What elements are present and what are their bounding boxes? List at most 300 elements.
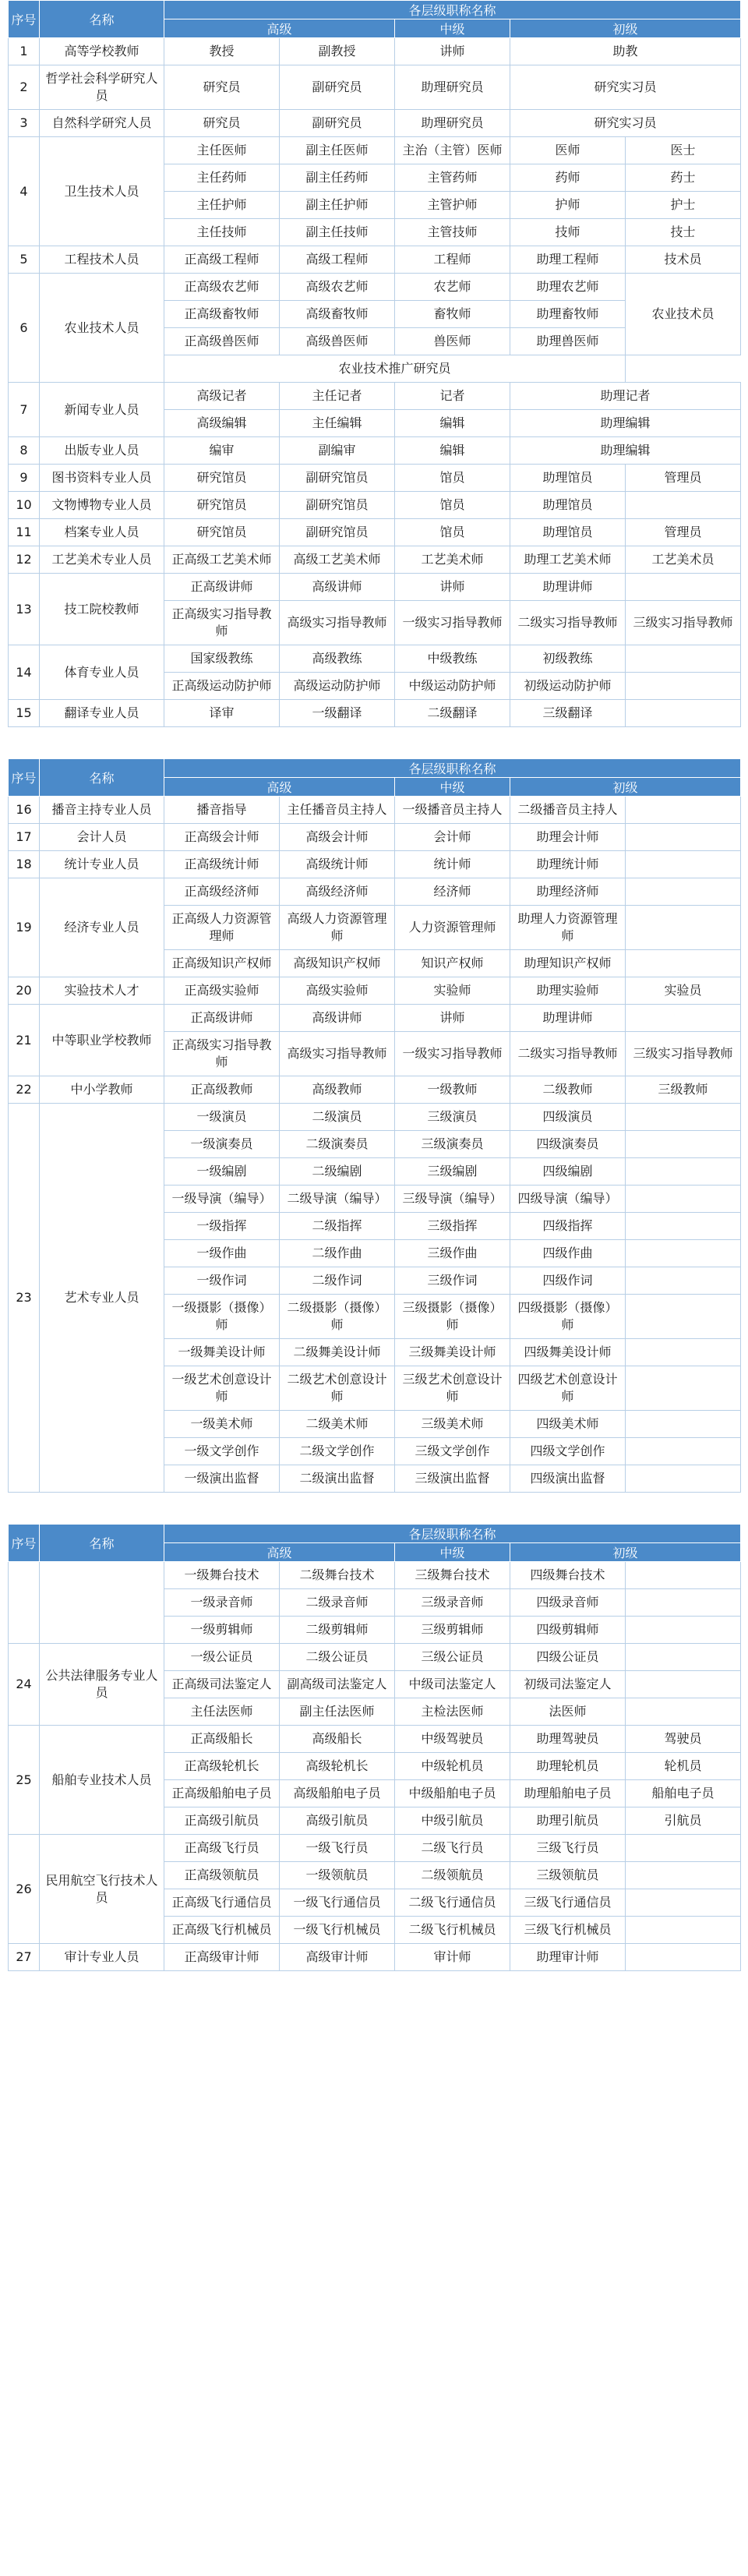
intermediate-title: 三级演出监督 bbox=[395, 1465, 510, 1493]
category-name: 新闻专业人员 bbox=[40, 383, 164, 437]
senior-title: 一级编剧 bbox=[164, 1158, 280, 1186]
junior-title: 助理馆员 bbox=[510, 492, 626, 519]
junior-title: 药师 bbox=[510, 164, 626, 192]
junior-title: 三级翻译 bbox=[510, 700, 626, 727]
table-row bbox=[9, 38, 741, 65]
junior-title: 四级文学创作 bbox=[510, 1438, 626, 1465]
intermediate-title: 讲师 bbox=[395, 1005, 510, 1032]
entry-title bbox=[626, 645, 741, 673]
vice-senior-title: 高级实习指导教师 bbox=[280, 1032, 395, 1076]
junior-title: 初级运动防护师 bbox=[510, 673, 626, 700]
intermediate-title: 助理研究员 bbox=[395, 65, 510, 110]
entry-title bbox=[626, 1158, 741, 1186]
row-number: 24 bbox=[9, 1644, 40, 1726]
category-name: 实验技术人才 bbox=[40, 977, 164, 1005]
senior-title: 正高级教师 bbox=[164, 1076, 280, 1104]
vice-senior-title: 二级演出监督 bbox=[280, 1465, 395, 1493]
junior-title: 四级舞台技术 bbox=[510, 1562, 626, 1589]
vice-senior-title: 高级农艺师 bbox=[280, 274, 395, 301]
category-name: 农业技术人员 bbox=[40, 274, 164, 383]
junior-title: 四级指挥 bbox=[510, 1213, 626, 1240]
header-row bbox=[9, 1, 741, 19]
senior-title: 教授 bbox=[164, 38, 280, 65]
table-section bbox=[8, 758, 740, 1493]
table-row bbox=[9, 65, 741, 110]
category-name: 工程技术人员 bbox=[40, 246, 164, 274]
entry-title bbox=[626, 878, 741, 906]
junior-title: 助理人力资源管理师 bbox=[510, 906, 626, 950]
header-levels: 各层级职称名称 bbox=[164, 759, 741, 778]
senior-title: 正高级轮机长 bbox=[164, 1753, 280, 1780]
junior-title: 护师 bbox=[510, 192, 626, 219]
table-section bbox=[8, 1524, 740, 1971]
entry-title bbox=[626, 1104, 741, 1131]
entry-title bbox=[626, 1644, 741, 1671]
vice-senior-title: 高级经济师 bbox=[280, 878, 395, 906]
intermediate-title: 记者 bbox=[395, 383, 510, 410]
senior-title: 正高级知识产权师 bbox=[164, 950, 280, 977]
senior-title: 编审 bbox=[164, 437, 280, 465]
senior-title: 正高级工艺美术师 bbox=[164, 546, 280, 574]
table-row bbox=[9, 1835, 741, 1862]
junior-title: 助理兽医师 bbox=[510, 328, 626, 355]
senior-title: 主任法医师 bbox=[164, 1698, 280, 1726]
header-mid: 中级 bbox=[395, 778, 510, 797]
senior-title: 播音指导 bbox=[164, 797, 280, 824]
intermediate-title: 馆员 bbox=[395, 465, 510, 492]
junior-title: 四级舞美设计师 bbox=[510, 1339, 626, 1366]
vice-senior-title: 副研究员 bbox=[280, 110, 395, 137]
vice-senior-title: 二级编剧 bbox=[280, 1158, 395, 1186]
table-row bbox=[9, 700, 741, 727]
row-number: 20 bbox=[9, 977, 40, 1005]
intermediate-title: 馆员 bbox=[395, 519, 510, 546]
junior-title: 助理引航员 bbox=[510, 1807, 626, 1835]
category-name: 自然科学研究人员 bbox=[40, 110, 164, 137]
intermediate-title: 中级轮机员 bbox=[395, 1753, 510, 1780]
entry-title bbox=[626, 1917, 741, 1944]
table-row bbox=[9, 1562, 741, 1589]
vice-senior-title: 高级实验师 bbox=[280, 977, 395, 1005]
entry-title bbox=[626, 574, 741, 601]
row-number: 9 bbox=[9, 465, 40, 492]
senior-title: 高级编辑 bbox=[164, 410, 280, 437]
senior-title: 一级公证员 bbox=[164, 1644, 280, 1671]
row-number: 26 bbox=[9, 1835, 40, 1944]
entry-title: 管理员 bbox=[626, 519, 741, 546]
senior-title: 正高级兽医师 bbox=[164, 328, 280, 355]
table-row bbox=[9, 574, 741, 601]
row-number: 8 bbox=[9, 437, 40, 465]
junior-title: 助理实验师 bbox=[510, 977, 626, 1005]
junior-title: 二级实习指导教师 bbox=[510, 1032, 626, 1076]
header-junior: 初级 bbox=[510, 1543, 741, 1562]
table-row bbox=[9, 878, 741, 906]
intermediate-title: 讲师 bbox=[395, 574, 510, 601]
category-name: 出版专业人员 bbox=[40, 437, 164, 465]
entry-title bbox=[626, 1835, 741, 1862]
table-row bbox=[9, 246, 741, 274]
intermediate-title: 三级艺术创意设计师 bbox=[395, 1366, 510, 1411]
row-number: 3 bbox=[9, 110, 40, 137]
table-row bbox=[9, 546, 741, 574]
junior-title: 二级播音员主持人 bbox=[510, 797, 626, 824]
intermediate-title: 主管护师 bbox=[395, 192, 510, 219]
vice-senior-title: 高级讲师 bbox=[280, 574, 395, 601]
vice-senior-title: 副高级司法鉴定人 bbox=[280, 1671, 395, 1698]
row-number: 18 bbox=[9, 851, 40, 878]
senior-title: 正高级畜牧师 bbox=[164, 301, 280, 328]
junior-title: 四级演出监督 bbox=[510, 1465, 626, 1493]
intermediate-title: 二级飞行机械员 bbox=[395, 1917, 510, 1944]
senior-title: 正高级司法鉴定人 bbox=[164, 1671, 280, 1698]
entry-title bbox=[626, 1131, 741, 1158]
vice-senior-title: 主任编辑 bbox=[280, 410, 395, 437]
header-levels: 各层级职称名称 bbox=[164, 1, 741, 19]
intermediate-title: 三级剪辑师 bbox=[395, 1617, 510, 1644]
junior-title: 法医师 bbox=[510, 1698, 626, 1726]
vice-senior-title: 副研究员 bbox=[280, 65, 395, 110]
category-name: 经济专业人员 bbox=[40, 878, 164, 977]
intermediate-title: 二级翻译 bbox=[395, 700, 510, 727]
intermediate-title: 农艺师 bbox=[395, 274, 510, 301]
junior-title: 三级领航员 bbox=[510, 1862, 626, 1889]
intermediate-title: 助理研究员 bbox=[395, 110, 510, 137]
vice-senior-title: 高级人力资源管理师 bbox=[280, 906, 395, 950]
entry-title bbox=[626, 1698, 741, 1726]
header-no: 序号 bbox=[9, 1525, 40, 1562]
intermediate-title: 中级船舶电子员 bbox=[395, 1780, 510, 1807]
senior-title: 一级文学创作 bbox=[164, 1438, 280, 1465]
entry-title: 药士 bbox=[626, 164, 741, 192]
vice-senior-title: 主任记者 bbox=[280, 383, 395, 410]
senior-title: 一级摄影（摄像）师 bbox=[164, 1295, 280, 1339]
entry-title: 轮机员 bbox=[626, 1753, 741, 1780]
senior-title: 一级作词 bbox=[164, 1267, 280, 1295]
entry-title: 三级实习指导教师 bbox=[626, 601, 741, 645]
entry-title bbox=[626, 906, 741, 950]
table-section bbox=[8, 0, 740, 727]
intermediate-title: 三级演奏员 bbox=[395, 1131, 510, 1158]
senior-title: 一级指挥 bbox=[164, 1213, 280, 1240]
vice-senior-title: 高级教师 bbox=[280, 1076, 395, 1104]
junior-title: 技师 bbox=[510, 219, 626, 246]
junior-title: 三级飞行机械员 bbox=[510, 1917, 626, 1944]
vice-senior-title: 高级运动防护师 bbox=[280, 673, 395, 700]
row-number: 6 bbox=[9, 274, 40, 383]
vice-senior-title: 二级演奏员 bbox=[280, 1131, 395, 1158]
senior-title: 正高级飞行机械员 bbox=[164, 1917, 280, 1944]
intermediate-title: 讲师 bbox=[395, 38, 510, 65]
table-row bbox=[9, 1944, 741, 1971]
entry-title: 医士 bbox=[626, 137, 741, 164]
vice-senior-title: 高级教练 bbox=[280, 645, 395, 673]
entry-title bbox=[626, 1295, 741, 1339]
category-name: 哲学社会科学研究人员 bbox=[40, 65, 164, 110]
entry-title bbox=[626, 1438, 741, 1465]
junior-title: 四级美术师 bbox=[510, 1411, 626, 1438]
vice-senior-title: 二级舞美设计师 bbox=[280, 1339, 395, 1366]
intermediate-title: 三级编剧 bbox=[395, 1158, 510, 1186]
vice-senior-title: 高级会计师 bbox=[280, 824, 395, 851]
intermediate-title: 三级录音师 bbox=[395, 1589, 510, 1617]
vice-senior-title: 一级翻译 bbox=[280, 700, 395, 727]
intermediate-title: 中级司法鉴定人 bbox=[395, 1671, 510, 1698]
header-no: 序号 bbox=[9, 759, 40, 797]
vice-senior-title: 一级飞行通信员 bbox=[280, 1889, 395, 1917]
intermediate-title: 中级驾驶员 bbox=[395, 1726, 510, 1753]
junior-title: 四级演员 bbox=[510, 1104, 626, 1131]
category-name: 工艺美术专业人员 bbox=[40, 546, 164, 574]
category-name: 审计专业人员 bbox=[40, 1944, 164, 1971]
junior-title: 助理轮机员 bbox=[510, 1753, 626, 1780]
row-number: 2 bbox=[9, 65, 40, 110]
entry-title bbox=[626, 851, 741, 878]
vice-senior-title: 二级公证员 bbox=[280, 1644, 395, 1671]
category-name: 技工院校教师 bbox=[40, 574, 164, 645]
category-name: 统计专业人员 bbox=[40, 851, 164, 878]
intermediate-title: 三级舞台技术 bbox=[395, 1562, 510, 1589]
row-number: 27 bbox=[9, 1944, 40, 1971]
category-name: 文物博物专业人员 bbox=[40, 492, 164, 519]
table-row bbox=[9, 465, 741, 492]
category-name: 档案专业人员 bbox=[40, 519, 164, 546]
intermediate-title: 一级实习指导教师 bbox=[395, 601, 510, 645]
junior-title: 四级作词 bbox=[510, 1267, 626, 1295]
senior-title: 译审 bbox=[164, 700, 280, 727]
junior-title: 二级实习指导教师 bbox=[510, 601, 626, 645]
senior-title: 一级演出监督 bbox=[164, 1465, 280, 1493]
entry-title: 三级实习指导教师 bbox=[626, 1032, 741, 1076]
table-row bbox=[9, 977, 741, 1005]
row-number: 25 bbox=[9, 1726, 40, 1835]
junior-title: 助理船舶电子员 bbox=[510, 1780, 626, 1807]
intermediate-title: 知识产权师 bbox=[395, 950, 510, 977]
intermediate-title: 三级文学创作 bbox=[395, 1438, 510, 1465]
table-row bbox=[9, 383, 741, 410]
senior-title: 正高级会计师 bbox=[164, 824, 280, 851]
entry-title: 引航员 bbox=[626, 1807, 741, 1835]
senior-title: 一级导演（编导） bbox=[164, 1186, 280, 1213]
vice-senior-title: 高级统计师 bbox=[280, 851, 395, 878]
vice-senior-title: 副教授 bbox=[280, 38, 395, 65]
category-name: 体育专业人员 bbox=[40, 645, 164, 700]
intermediate-title: 三级演员 bbox=[395, 1104, 510, 1131]
senior-title: 一级艺术创意设计师 bbox=[164, 1366, 280, 1411]
senior-title: 一级作曲 bbox=[164, 1240, 280, 1267]
row-number: 21 bbox=[9, 1005, 40, 1076]
junior-title: 助理编辑 bbox=[510, 410, 741, 437]
header-no: 序号 bbox=[9, 1, 40, 38]
row-number: 7 bbox=[9, 383, 40, 437]
title-table bbox=[8, 1524, 741, 1971]
junior-title: 助理编辑 bbox=[510, 437, 741, 465]
junior-title: 初级教练 bbox=[510, 645, 626, 673]
vice-senior-title: 高级畜牧师 bbox=[280, 301, 395, 328]
junior-title: 助理审计师 bbox=[510, 1944, 626, 1971]
vice-senior-title: 二级指挥 bbox=[280, 1213, 395, 1240]
entry-title bbox=[626, 824, 741, 851]
senior-title: 正高级实习指导教师 bbox=[164, 601, 280, 645]
senior-title: 正高级审计师 bbox=[164, 1944, 280, 1971]
header-mid: 中级 bbox=[395, 19, 510, 38]
junior-title: 三级飞行员 bbox=[510, 1835, 626, 1862]
table-row bbox=[9, 1644, 741, 1671]
intermediate-title: 编辑 bbox=[395, 437, 510, 465]
vice-senior-title: 高级实习指导教师 bbox=[280, 601, 395, 645]
header-junior: 初级 bbox=[510, 778, 741, 797]
junior-title: 助理馆员 bbox=[510, 519, 626, 546]
junior-title: 四级艺术创意设计师 bbox=[510, 1366, 626, 1411]
junior-title: 助理记者 bbox=[510, 383, 741, 410]
intermediate-title: 二级飞行员 bbox=[395, 1835, 510, 1862]
intermediate-title: 主检法医师 bbox=[395, 1698, 510, 1726]
entry-title bbox=[626, 1889, 741, 1917]
vice-senior-title: 主任播音员主持人 bbox=[280, 797, 395, 824]
row-number: 10 bbox=[9, 492, 40, 519]
category-name: 船舶专业技术人员 bbox=[40, 1726, 164, 1835]
entry-title bbox=[626, 1366, 741, 1411]
vice-senior-title: 二级剪辑师 bbox=[280, 1617, 395, 1644]
vice-senior-title: 副编审 bbox=[280, 437, 395, 465]
header-name: 名称 bbox=[40, 759, 164, 797]
header-levels: 各层级职称名称 bbox=[164, 1525, 741, 1543]
junior-title: 助理工艺美术师 bbox=[510, 546, 626, 574]
category-name: 翻译专业人员 bbox=[40, 700, 164, 727]
row-number: 19 bbox=[9, 878, 40, 977]
senior-title: 正高级农艺师 bbox=[164, 274, 280, 301]
senior-title: 研究员 bbox=[164, 110, 280, 137]
vice-senior-title: 副主任医师 bbox=[280, 137, 395, 164]
category-name: 播音主持专业人员 bbox=[40, 797, 164, 824]
intermediate-title: 一级实习指导教师 bbox=[395, 1032, 510, 1076]
senior-title: 正高级引航员 bbox=[164, 1807, 280, 1835]
junior-title: 医师 bbox=[510, 137, 626, 164]
table-row bbox=[9, 1005, 741, 1032]
vice-senior-title: 副研究馆员 bbox=[280, 519, 395, 546]
intermediate-title: 中级教练 bbox=[395, 645, 510, 673]
header-row bbox=[9, 1525, 741, 1543]
vice-senior-title: 副主任药师 bbox=[280, 164, 395, 192]
vice-senior-title: 高级知识产权师 bbox=[280, 950, 395, 977]
junior-title: 研究实习员 bbox=[510, 110, 741, 137]
intermediate-title: 三级作曲 bbox=[395, 1240, 510, 1267]
vice-senior-title: 副研究馆员 bbox=[280, 465, 395, 492]
entry-title: 管理员 bbox=[626, 465, 741, 492]
junior-title: 助理讲师 bbox=[510, 1005, 626, 1032]
row-number: 11 bbox=[9, 519, 40, 546]
junior-title: 四级导演（编导） bbox=[510, 1186, 626, 1213]
tables-container bbox=[8, 0, 740, 1971]
row-number: 5 bbox=[9, 246, 40, 274]
entry-title: 驾驶员 bbox=[626, 1726, 741, 1753]
intermediate-title: 主治（主管）医师 bbox=[395, 137, 510, 164]
junior-title: 助理讲师 bbox=[510, 574, 626, 601]
junior-title: 助理驾驶员 bbox=[510, 1726, 626, 1753]
category-name: 卫生技术人员 bbox=[40, 137, 164, 246]
header-high: 高级 bbox=[164, 1543, 395, 1562]
vice-senior-title: 高级工程师 bbox=[280, 246, 395, 274]
vice-senior-title: 一级飞行机械员 bbox=[280, 1917, 395, 1944]
senior-title: 正高级经济师 bbox=[164, 878, 280, 906]
senior-title: 研究员 bbox=[164, 65, 280, 110]
entry-title bbox=[626, 673, 741, 700]
intermediate-title: 主管药师 bbox=[395, 164, 510, 192]
senior-title: 正高级实习指导教师 bbox=[164, 1032, 280, 1076]
vice-senior-title: 副研究馆员 bbox=[280, 492, 395, 519]
vice-senior-title: 二级文学创作 bbox=[280, 1438, 395, 1465]
entry-title: 船舶电子员 bbox=[626, 1780, 741, 1807]
senior-title: 正高级统计师 bbox=[164, 851, 280, 878]
junior-title: 三级飞行通信员 bbox=[510, 1889, 626, 1917]
intermediate-title: 中级运动防护师 bbox=[395, 673, 510, 700]
table-row bbox=[9, 1104, 741, 1131]
senior-title: 正高级船长 bbox=[164, 1726, 280, 1753]
intermediate-title: 会计师 bbox=[395, 824, 510, 851]
junior-title: 助理畜牧师 bbox=[510, 301, 626, 328]
category-name: 会计人员 bbox=[40, 824, 164, 851]
vice-senior-title: 副主任技师 bbox=[280, 219, 395, 246]
category-name: 中等职业学校教师 bbox=[40, 1005, 164, 1076]
intermediate-title: 三级公证员 bbox=[395, 1644, 510, 1671]
junior-title: 助理经济师 bbox=[510, 878, 626, 906]
row-number: 23 bbox=[9, 1104, 40, 1493]
intermediate-title: 三级摄影（摄像）师 bbox=[395, 1295, 510, 1339]
vice-senior-title: 高级讲师 bbox=[280, 1005, 395, 1032]
category-name: 高等学校教师 bbox=[40, 38, 164, 65]
intermediate-title: 工程师 bbox=[395, 246, 510, 274]
intermediate-title: 一级播音员主持人 bbox=[395, 797, 510, 824]
senior-title: 主任技师 bbox=[164, 219, 280, 246]
table-row bbox=[9, 645, 741, 673]
intermediate-title: 审计师 bbox=[395, 1944, 510, 1971]
entry-title: 工艺美术员 bbox=[626, 546, 741, 574]
row-number: 22 bbox=[9, 1076, 40, 1104]
category-name: 艺术专业人员 bbox=[40, 1104, 164, 1493]
row-number: 14 bbox=[9, 645, 40, 700]
intermediate-title: 畜牧师 bbox=[395, 301, 510, 328]
table-row bbox=[9, 137, 741, 164]
senior-title: 一级剪辑师 bbox=[164, 1617, 280, 1644]
senior-title: 一级录音师 bbox=[164, 1589, 280, 1617]
entry-title bbox=[626, 1617, 741, 1644]
junior-title: 四级录音师 bbox=[510, 1589, 626, 1617]
vice-senior-title: 高级轮机长 bbox=[280, 1753, 395, 1780]
entry-title bbox=[626, 700, 741, 727]
vice-senior-title: 二级录音师 bbox=[280, 1589, 395, 1617]
senior-title: 正高级实验师 bbox=[164, 977, 280, 1005]
vice-senior-title: 副主任法医师 bbox=[280, 1698, 395, 1726]
entry-title bbox=[626, 1005, 741, 1032]
table-row bbox=[9, 437, 741, 465]
junior-title: 助理知识产权师 bbox=[510, 950, 626, 977]
category-name: 中小学教师 bbox=[40, 1076, 164, 1104]
category-name: 图书资料专业人员 bbox=[40, 465, 164, 492]
vice-senior-title: 二级舞台技术 bbox=[280, 1562, 395, 1589]
entry-title: 农业技术员 bbox=[626, 274, 741, 355]
junior-title: 二级教师 bbox=[510, 1076, 626, 1104]
entry-title: 护士 bbox=[626, 192, 741, 219]
senior-title: 正高级讲师 bbox=[164, 574, 280, 601]
senior-title: 正高级讲师 bbox=[164, 1005, 280, 1032]
row-number: 16 bbox=[9, 797, 40, 824]
entry-title bbox=[626, 1339, 741, 1366]
vice-senior-title: 二级演员 bbox=[280, 1104, 395, 1131]
entry-title bbox=[626, 797, 741, 824]
table-row bbox=[9, 274, 741, 301]
header-mid: 中级 bbox=[395, 1543, 510, 1562]
intermediate-title: 三级指挥 bbox=[395, 1213, 510, 1240]
